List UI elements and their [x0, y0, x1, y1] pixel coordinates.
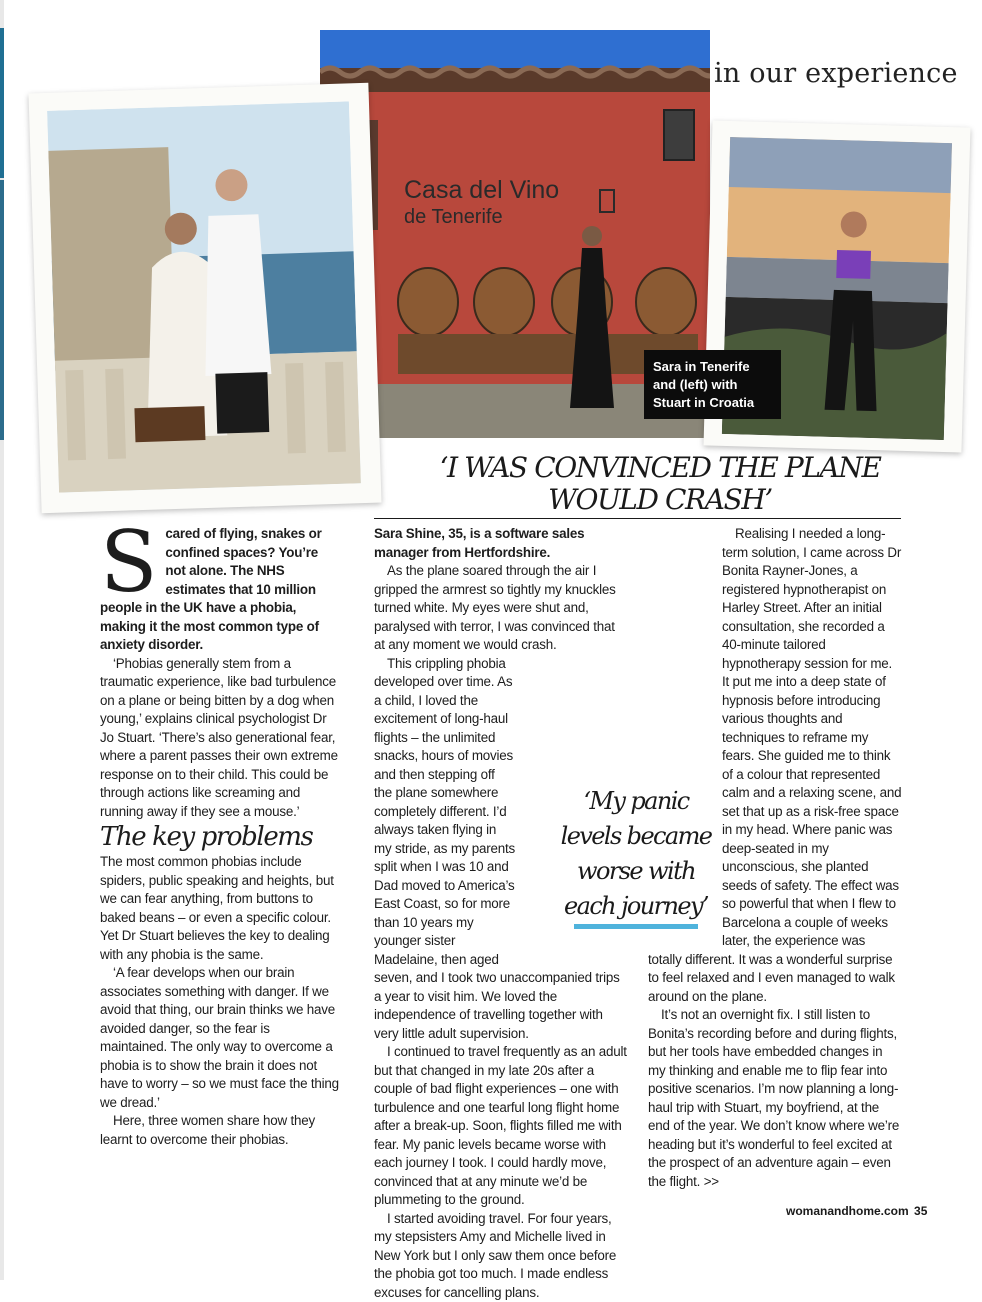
story-paragraph: This crippling phobia developed over time. As a child, I loved the excitement of long-haul flights – the unlimited snacks, hours of movies and then stepping off the plane somewhere completely different. I’d always taken flying in my stride, as my parents split when I was 10 and Dad moved to America’s East Coast, so for more than 10 years my younger sister Madelaine, then aged seven, and I took two unaccompanied trips a year to visit him. We loved the independence of travelling together with very little adult supervision.	[374, 655, 628, 1044]
photo-croatia	[28, 83, 381, 513]
intro-paragraph: The most common phobias include spiders, public speaking and heights, but we can fear anything, from buttons to baked beans – or even a specific colour. Yet Dr Stuart believes the key to dealing with any phobia is the same.	[100, 853, 340, 964]
section-label: in our experience	[714, 58, 958, 89]
folio	[786, 1204, 927, 1218]
headline-rule	[374, 518, 901, 519]
story-paragraph: I started avoiding travel. For four years, my stepsisters Amy and Michelle lived in New York but I only saw them once before the phobia got too much. I made endless excuses for cancelling plans.	[374, 1210, 628, 1302]
story-paragraph-text: It’s not an overnight fix. I still listen to Bonita’s recording before and during flights, but her tools have embedded changes in my thinking and enable me to flip fear into positive scenarios. I’m now planning a long-haul trip with Stuart, my boyfriend, at the end of the year. We don’t know where we’re heading but it’s wonderful to feel excited at the prospect of an adventure again – even the flight.	[648, 1007, 899, 1189]
story-paragraph: Realising I needed a long-term solution, I came across Dr Bonita Rayner-Jones, a registered hypnotherapist on Harley Street. After an initial consultation, she recorded a 40-minute tailored hypnotherapy session for me. It put me into a deep state of hypnosis before introducing various thoughts and techniques to reframe my fears. She guided me to think of a colour that represented calm and a relaxing scene, and set that up as a risk-free space in my head. Where panic was deep-seated in my unconscious, she planted seeds of safety. The effect was so powerful that when I flew to Barcelona a couple of weeks later, the experience was totally different. It was a wonderful surprise to feel relaxed and I even managed to walk around on the plane.	[648, 525, 902, 1006]
story-paragraph	[648, 1006, 902, 1191]
photo-caption: Sara in Tenerife and (left) with Stuart in Croatia	[644, 350, 781, 419]
byline: Sara Shine, 35, is a software sales manager from Hertfordshire.	[374, 525, 628, 562]
pull-quote-bar	[574, 924, 698, 929]
column-intro	[100, 525, 340, 1149]
sign-line-2: de Tenerife	[404, 206, 503, 228]
page-edge-accent-lower	[0, 180, 4, 440]
intro-lead	[100, 525, 340, 655]
intro-paragraph: Here, three women share how they learnt to overcome their phobias.	[100, 1112, 340, 1149]
headline: ‘I WAS CONVINCED THE PLANE WOULD CRASH’	[400, 452, 920, 516]
subhead-key-problems: The key problems	[100, 821, 340, 853]
intro-paragraph: ‘Phobias generally stem from a traumatic experience, like bad turbulence on a plane or being bitten by a dog when young,’ explains clinical psychologist Dr Jo Stuart. ‘There’s also generational fear, where a parent passes their own extreme response on to their child. This could be through actions like screaming and running away if they see a mouse.’	[100, 655, 340, 822]
story-paragraph: I continued to travel frequently as an adult but that changed in my late 20s after a couple of bad flight experiences – one with turbulence and one tearful long flight home after a break-up. Soon, flights filled me with fear. My panic levels became worse with each journey I took. I could hardly move, convinced that at any minute we’d be plummeting to the ground.	[374, 1043, 628, 1210]
page-edge-accent	[0, 28, 4, 178]
intro-paragraph: ‘A fear develops when our brain associates something with danger. If we avoid that thing, our brain thinks we have avoided danger, so the fear is maintained. The only way to overcome a phobia is to show the brain it does not have to worry – so we must face the thing we dread.’	[100, 964, 340, 1112]
page-number: 35	[914, 1204, 927, 1218]
drop-cap: S	[100, 529, 157, 595]
sign-line-1: Casa del Vino	[404, 176, 559, 204]
story-paragraph: As the plane soared through the air I gripped the armrest so tightly my knuckles turned white. My eyes were shut and, paralysed with terror, I was convinced that at any moment we would crash.	[374, 562, 628, 655]
continued-marker: >>	[704, 1174, 719, 1189]
folio-site: womanandhome.com	[786, 1204, 909, 1218]
pull-quote: ‘My panic levels became worse with each journey’	[558, 784, 714, 924]
intro-lead-text: cared of flying, snakes or confined spaces? You’re not alone. The NHS estimates that 10 million people in the UK have a phobia, making it the most common type of anxiety disorder.	[100, 526, 322, 652]
croatia-illustration	[47, 101, 361, 492]
